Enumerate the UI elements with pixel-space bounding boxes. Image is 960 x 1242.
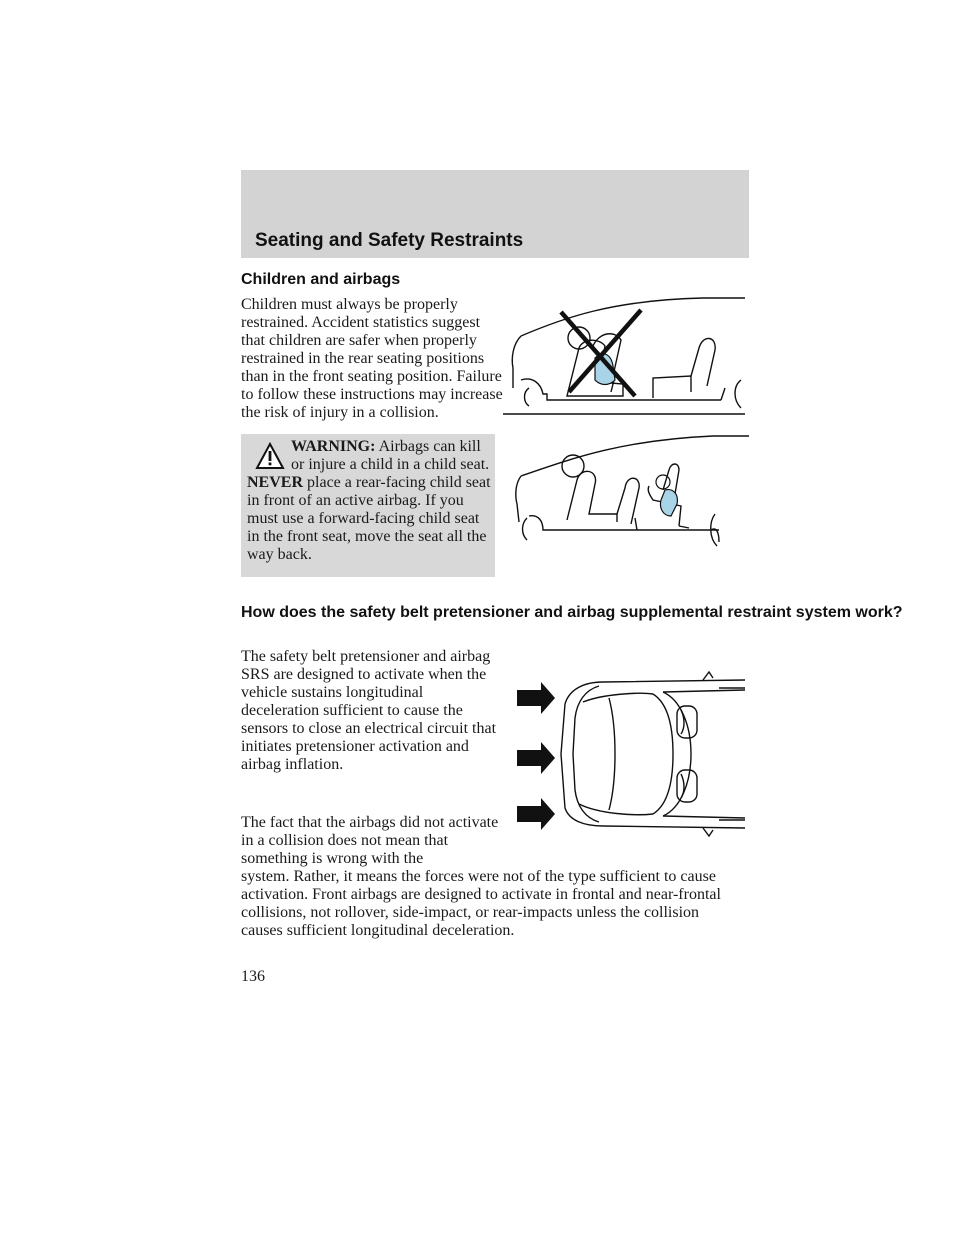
paragraph-srs-activation: The safety belt pretensioner and airbag SRS are designed to activate when the vehicle sustains longitudinal deceleration sufficient to cause the sensors to close an electrical circuit that initiates pretensioner activation and airbag inflation. [241, 648, 497, 773]
child-seat-rear-illustration [513, 430, 749, 558]
warning-text [241, 438, 496, 564]
warning-emphasis: NEVER [247, 474, 304, 491]
impact-arrow-icon [517, 798, 555, 830]
section-heading-pretensioner: How does the safety belt pretensioner and airbag supplemental restraint system work? [241, 604, 903, 621]
warning-text-part2: place a rear-facing child seat in front of an active airbag. If you must use a forward-facing child seat in the front seat, move the seat all the way back. [247, 474, 491, 563]
warning-text-part1: Airbags can kill or injure a child in a child seat. [291, 438, 490, 473]
warning-label: WARNING: [291, 438, 376, 455]
paragraph-airbags-not-activate-part2: system. Rather, it means the forces were not of the type sufficient to cause activation. Front airbags are designed to activate in frontal and near-frontal collisions, not rollover, side-impact, or rear-impacts unless the collision causes sufficient longitudinal deceleration. [241, 868, 721, 939]
paragraph-children-restrained: Children must always be properly restrained. Accident statistics suggest that children are safer when properly restrained in the rear seating positions than in the front seating position. Failure to follow these instructions may increase the risk of injury in a collision. [241, 296, 503, 421]
header-band [241, 170, 749, 258]
section-heading-children-airbags: Children and airbags [241, 271, 401, 288]
impact-arrow-icon [517, 682, 555, 714]
paragraph-airbags-not-activate-part1: The fact that the airbags did not activate in a collision does not mean that something is wrong with the [241, 814, 499, 867]
page-header-title: Seating and Safety Restraints [255, 230, 524, 251]
child-seat-shape [660, 490, 677, 516]
page-number: 136 [241, 968, 265, 985]
impact-arrow-icon [517, 742, 555, 774]
warning-box [241, 434, 495, 577]
rear-facing-child-seat-front-crossed-illustration [503, 288, 749, 422]
impact-arrows [517, 682, 555, 830]
frontal-impact-vehicle-illustration [513, 668, 749, 840]
